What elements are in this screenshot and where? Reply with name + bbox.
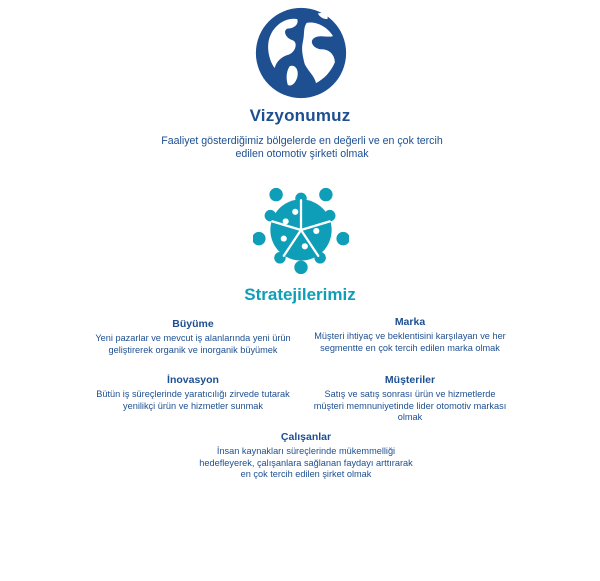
strategy-item-text: İnsan kaynakları süreçlerinde mükemmelliği hedefleyerek, çalışanlara sağlanan faydayı arttırarak en çok tercih edilen şirket olmak: [199, 446, 413, 479]
globe-icon: [254, 6, 348, 100]
puzzle-team-icon: [253, 185, 349, 275]
strategy-item-title: İnovasyon: [167, 374, 219, 386]
strategy-item-innovation: [80, 374, 306, 412]
strategy-item-text: Müşteri ihtiyaç ve beklentisini karşılayan ve her segmentte en çok tercih edilen marka olmak: [314, 331, 506, 353]
strategy-item-text: Satış ve satış sonrası ürün ve hizmetlerde müşteri memnuniyetinde lider otomotiv markası olmak: [313, 389, 507, 422]
strategies-title: Stratejilerimiz: [244, 285, 356, 304]
vision-text: Faaliyet gösterdiğimiz bölgelerde en değerli ve en çok tercih edilen otomotiv şirketi olmak: [161, 135, 443, 160]
strategy-item-text: Bütün iş süreçlerinde yaratıcılığı zirvede tutarak yenilikçi ürün ve hizmetler sunmak: [96, 389, 290, 411]
strategy-item-text: Yeni pazarlar ve mevcut iş alanlarında yeni ürün geliştirerek organik ve inorganik büyümek: [95, 333, 291, 355]
strategy-item-growth: [92, 318, 294, 356]
strategy-item-title: Müşteriler: [384, 374, 436, 386]
strategy-item-employees: [196, 431, 416, 481]
strategy-item-title: Büyüme: [172, 318, 214, 330]
strategy-item-title: Marka: [394, 316, 426, 328]
strategy-item-customers: [312, 374, 508, 424]
strategy-item-title: Çalışanlar: [280, 431, 332, 443]
vision-title: Vizyonumuz: [249, 106, 351, 125]
strategy-item-brand: [310, 316, 510, 354]
